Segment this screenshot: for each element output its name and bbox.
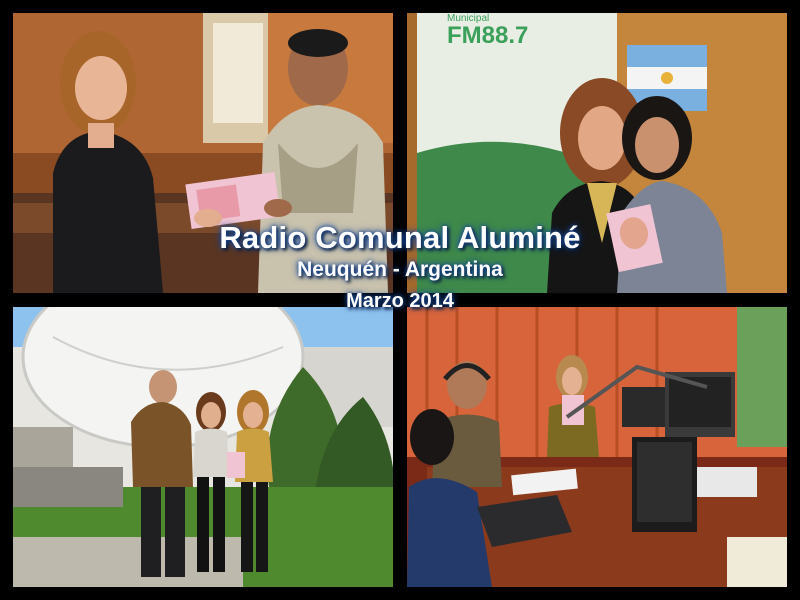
banner-frequency-text: FM88.7 <box>447 22 529 49</box>
antenna-outdoor-image <box>13 307 393 587</box>
banner-municipal-text: Municipal <box>447 13 490 24</box>
broadcast-desk-image <box>407 307 787 587</box>
collage-title: Radio Comunal Aluminé <box>219 220 581 255</box>
photo-broadcast-desk <box>407 307 787 587</box>
photo-antenna-outdoor <box>13 307 393 587</box>
collage-date: Marzo 2014 <box>346 290 454 312</box>
collage-location: Neuquén - Argentina <box>297 258 503 281</box>
